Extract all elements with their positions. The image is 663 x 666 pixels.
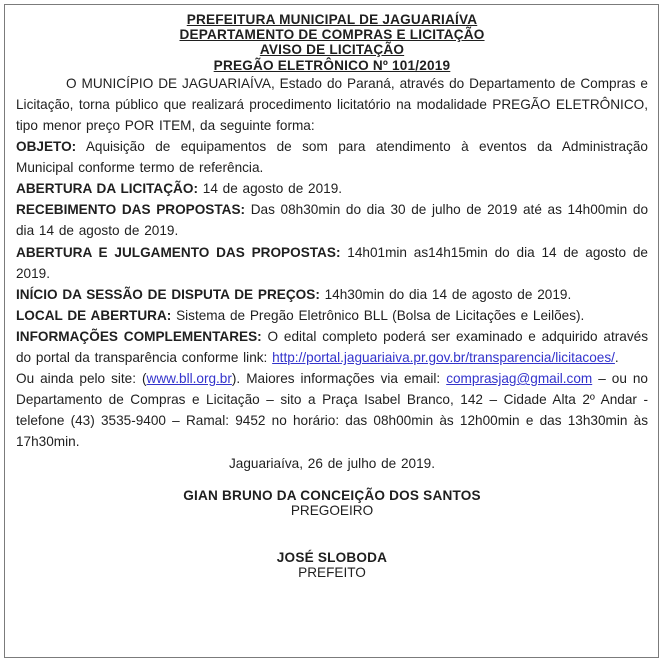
intro-text: O MUNICÍPIO DE JAGUARIAÍVA, Estado do Paraná, através do Departamento de Compras e Licitação, torna público que realizará procedimento licitatório na modalidade PREGÃO ELETRÔNICO, tipo menor preço POR ITEM, da seguinte forma:: [16, 75, 648, 133]
objeto-text: Aquisição de equipamentos de som para atendimento à eventos da Administração Municipal conforme termo de referência.: [16, 139, 648, 176]
signature-pregoeiro-role: PREGOEIRO: [290, 503, 374, 519]
paragraph-intro: [16, 73, 648, 136]
recebimento-propostas-text: Das 08h30min do dia 30 de julho de 2019 até as 14h00min do dia 14 de agosto de 2019.: [16, 202, 649, 239]
signature-prefeito: [16, 550, 648, 581]
objeto-label: OBJETO:: [16, 139, 77, 155]
paragraph-informacoes: [16, 326, 648, 368]
header-line-departamento: [16, 27, 648, 42]
abertura-julgamento-text: 14h01min as14h15min do dia 14 de agosto de 2019.: [16, 244, 648, 281]
informacoes-after-link: .: [614, 350, 619, 366]
header-line-prefeitura: [16, 12, 648, 27]
ou-ainda-text3: – ou no Departamento de Compras e Licitação – sito a Praça Isabel Branco, 142 – Cidade Alta 2º Andar - telefone (43) 3535-9400 – Ramal: 9452 no horário: das 08h00min às 12h00min e das 13h30min às 17h30min.: [16, 371, 648, 450]
bll-site-link[interactable]: www.bll.org.br: [146, 371, 232, 387]
informacoes-text: O edital completo poderá ser examinado e adquirido através do portal da transparência conforme link:: [16, 328, 648, 366]
paragraph-local-abertura: [16, 305, 648, 326]
document-header: [16, 12, 648, 73]
header-line-aviso: [16, 42, 648, 57]
recebimento-propostas-label: RECEBIMENTO DAS PROPOSTAS:: [16, 202, 246, 218]
paragraph-objeto: [16, 136, 648, 178]
signature-prefeito-name: JOSÉ SLOBODA: [276, 549, 388, 565]
paragraph-abertura-licitacao: [16, 178, 648, 199]
header-line-pregao: [16, 58, 648, 73]
paragraph-abertura-julgamento: [16, 242, 648, 284]
email-link[interactable]: comprasjag@gmail.com: [446, 371, 593, 387]
header-line-departamento-text: DEPARTAMENTO DE COMPRAS E LICITAÇÃO: [179, 27, 485, 43]
abertura-licitacao-text: 14 de agosto de 2019.: [197, 181, 343, 197]
date-line: Jaguariaíva, 26 de julho de 2019.: [228, 455, 436, 471]
ou-ainda-text1: Ou ainda pelo site: (: [16, 371, 147, 387]
transparencia-link[interactable]: http://portal.jaguariaiva.pr.gov.br/transparencia/licitacoes/: [272, 350, 615, 366]
signature-pregoeiro-name: GIAN BRUNO DA CONCEIÇÃO DOS SANTOS: [183, 487, 481, 503]
local-abertura-text: Sistema de Pregão Eletrônico BLL (Bolsa de Licitações e Leilões).: [171, 307, 585, 323]
signature-prefeito-role: PREFEITO: [298, 565, 366, 581]
local-abertura-label: LOCAL DE ABERTURA:: [16, 307, 172, 323]
header-line-prefeitura-text: PREFEITURA MUNICIPAL DE JAGUARIAÍVA: [186, 12, 478, 27]
informacoes-label: INFORMAÇÕES COMPLEMENTARES:: [16, 328, 262, 344]
paragraph-inicio-sessao: [16, 284, 648, 305]
document-page: [4, 4, 659, 658]
document-body: [16, 73, 648, 581]
header-line-pregao-text: PREGÃO ELETRÔNICO Nº 101/2019: [213, 57, 451, 73]
abertura-licitacao-label: ABERTURA DA LICITAÇÃO:: [16, 181, 198, 197]
paragraph-ou-ainda: [16, 368, 648, 452]
ou-ainda-text2: ). Maiores informações via email:: [231, 371, 447, 387]
signature-pregoeiro: [16, 488, 648, 519]
paragraph-recebimento-propostas: [16, 199, 648, 241]
inicio-sessao-text: 14h30min do dia 14 de agosto de 2019.: [319, 286, 572, 302]
header-line-aviso-text: AVISO DE LICITAÇÃO: [259, 42, 405, 58]
inicio-sessao-label: INÍCIO DA SESSÃO DE DISPUTA DE PREÇOS:: [16, 286, 320, 302]
abertura-julgamento-label: ABERTURA E JULGAMENTO DAS PROPOSTAS:: [16, 244, 341, 260]
